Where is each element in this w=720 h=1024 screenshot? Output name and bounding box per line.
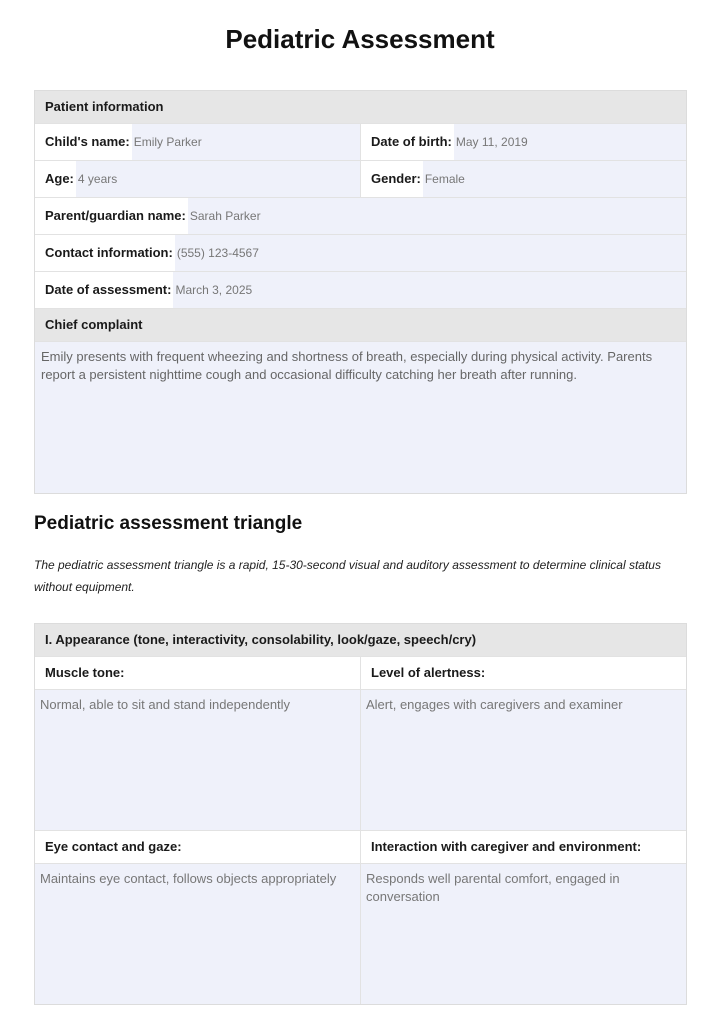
contact-information-label: Contact information: (35, 235, 175, 271)
child-name-value: Emily Parker (133, 135, 202, 149)
appearance-header: I. Appearance (tone, interactivity, consolability, look/gaze, speech/cry) (35, 624, 686, 657)
age-value: 4 years (77, 172, 118, 186)
eye-contact-field[interactable]: Maintains eye contact, follows objects appropriately (35, 864, 360, 1004)
age-field[interactable] (35, 161, 360, 197)
muscle-tone-label: Muscle tone: (35, 657, 360, 689)
date-of-birth-field[interactable] (360, 124, 686, 160)
parent-guardian-field[interactable] (35, 198, 686, 234)
date-of-assessment-field[interactable] (35, 272, 686, 308)
age-label: Age: (35, 161, 76, 197)
contact-information-value: (555) 123-4567 (176, 246, 259, 260)
date-of-birth-value: May 11, 2019 (455, 135, 528, 149)
appearance-table (34, 623, 687, 1005)
date-of-assessment-value: March 3, 2025 (175, 283, 253, 297)
patient-information-table (34, 90, 687, 494)
child-name-label: Child's name: (35, 124, 132, 160)
pat-section-intro: The pediatric assessment triangle is a rapid, 15-30-second visual and auditory assessment to determine clinical status without equipment. (34, 558, 661, 594)
gender-label: Gender: (361, 161, 423, 197)
child-name-field[interactable] (35, 124, 360, 160)
chief-complaint-header: Chief complaint (35, 309, 686, 342)
contact-information-field[interactable] (35, 235, 686, 271)
level-of-alertness-label: Level of alertness: (360, 657, 686, 689)
patient-information-header: Patient information (35, 91, 686, 124)
parent-guardian-label: Parent/guardian name: (35, 198, 188, 234)
pat-section-heading: Pediatric assessment triangle (34, 513, 303, 534)
document-title: Pediatric Assessment (225, 24, 495, 54)
eye-contact-label: Eye contact and gaze: (35, 831, 360, 863)
muscle-tone-field[interactable]: Normal, able to sit and stand independently (35, 690, 360, 830)
chief-complaint-field[interactable]: Emily presents with frequent wheezing and shortness of breath, especially during physical activity. Parents report a persistent nighttime cough and occasional difficulty catching her breath after running. (35, 342, 686, 493)
date-of-birth-label: Date of birth: (361, 124, 454, 160)
gender-field[interactable] (360, 161, 686, 197)
parent-guardian-value: Sarah Parker (189, 209, 261, 223)
caregiver-interaction-field[interactable]: Responds well parental comfort, engaged in conversation (360, 864, 686, 1004)
gender-value: Female (424, 172, 465, 186)
date-of-assessment-label: Date of assessment: (35, 272, 173, 308)
caregiver-interaction-label: Interaction with caregiver and environment: (360, 831, 686, 863)
level-of-alertness-field[interactable]: Alert, engages with caregivers and examiner (360, 690, 686, 830)
